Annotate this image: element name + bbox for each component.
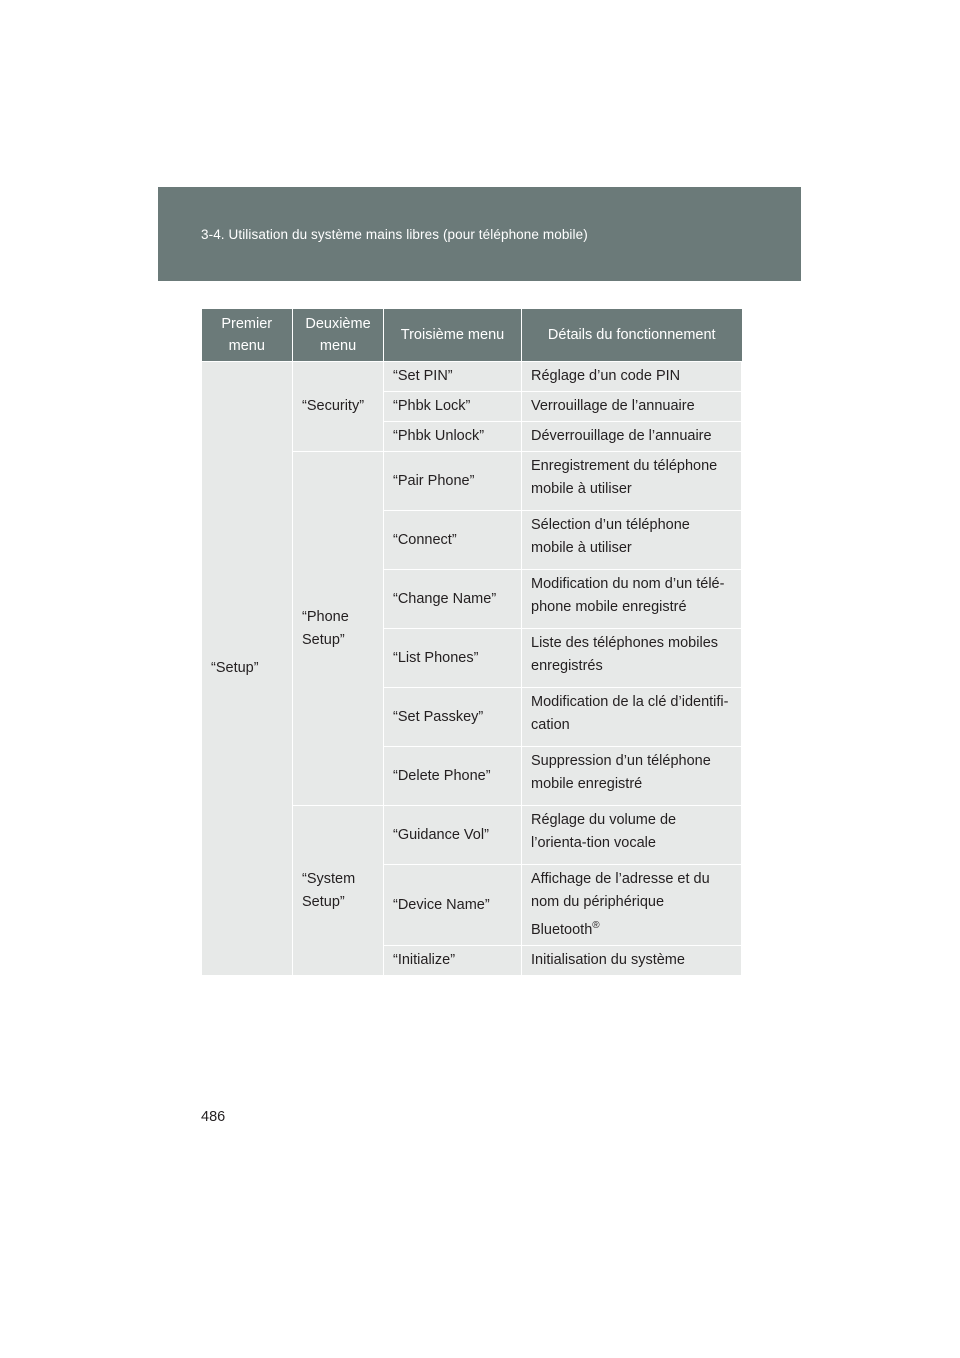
details-cell: Suppression d’un téléphone mobile enregistré (522, 747, 742, 806)
details-cell: Réglage d’un code PIN (522, 362, 742, 392)
details-cell: Modification du nom d’un télé-phone mobile enregistré (522, 570, 742, 629)
column-header-second-menu: Deuxième menu (293, 309, 384, 362)
third-menu-cell: “Connect” (384, 511, 522, 570)
details-cell: Déverrouillage de l’annuaire (522, 422, 742, 452)
column-header-third-menu: Troisième menu (384, 309, 522, 362)
third-menu-cell: “Guidance Vol” (384, 806, 522, 865)
third-menu-cell: “Device Name” (384, 865, 522, 946)
details-text: Affichage de l’adresse et du nom du périphérique Bluetooth (531, 871, 710, 938)
third-menu-cell: “Delete Phone” (384, 747, 522, 806)
details-cell: Liste des téléphones mobiles enregistrés (522, 629, 742, 688)
third-menu-cell: “Change Name” (384, 570, 522, 629)
menu-function-table (201, 309, 742, 976)
details-cell: Sélection d’un téléphone mobile à utiliser (522, 511, 742, 570)
details-cell (522, 865, 742, 946)
details-cell: Réglage du volume de l’orienta-tion vocale (522, 806, 742, 865)
column-header-details: Détails du fonctionnement (522, 309, 742, 362)
second-menu-cell: “Phone Setup” (293, 452, 384, 806)
third-menu-cell: “Pair Phone” (384, 452, 522, 511)
section-title: 3-4. Utilisation du système mains libres (pour téléphone mobile) (201, 227, 588, 242)
registered-mark: ® (592, 920, 600, 931)
third-menu-cell: “Phbk Unlock” (384, 422, 522, 452)
details-cell: Enregistrement du téléphone mobile à utiliser (522, 452, 742, 511)
details-cell: Modification de la clé d’identifi-cation (522, 688, 742, 747)
second-menu-cell: “System Setup” (293, 806, 384, 976)
third-menu-cell: “Phbk Lock” (384, 392, 522, 422)
third-menu-cell: “Initialize” (384, 946, 522, 976)
second-menu-cell: “Security” (293, 362, 384, 452)
details-cell: Verrouillage de l’annuaire (522, 392, 742, 422)
page-number: 486 (201, 1109, 226, 1125)
first-menu-cell: “Setup” (202, 362, 293, 976)
table-header-row (202, 309, 742, 362)
third-menu-cell: “List Phones” (384, 629, 522, 688)
section-header-band (158, 187, 801, 281)
column-header-first-menu: Premier menu (202, 309, 293, 362)
table-row (202, 362, 742, 392)
details-cell: Initialisation du système (522, 946, 742, 976)
third-menu-cell: “Set PIN” (384, 362, 522, 392)
third-menu-cell: “Set Passkey” (384, 688, 522, 747)
